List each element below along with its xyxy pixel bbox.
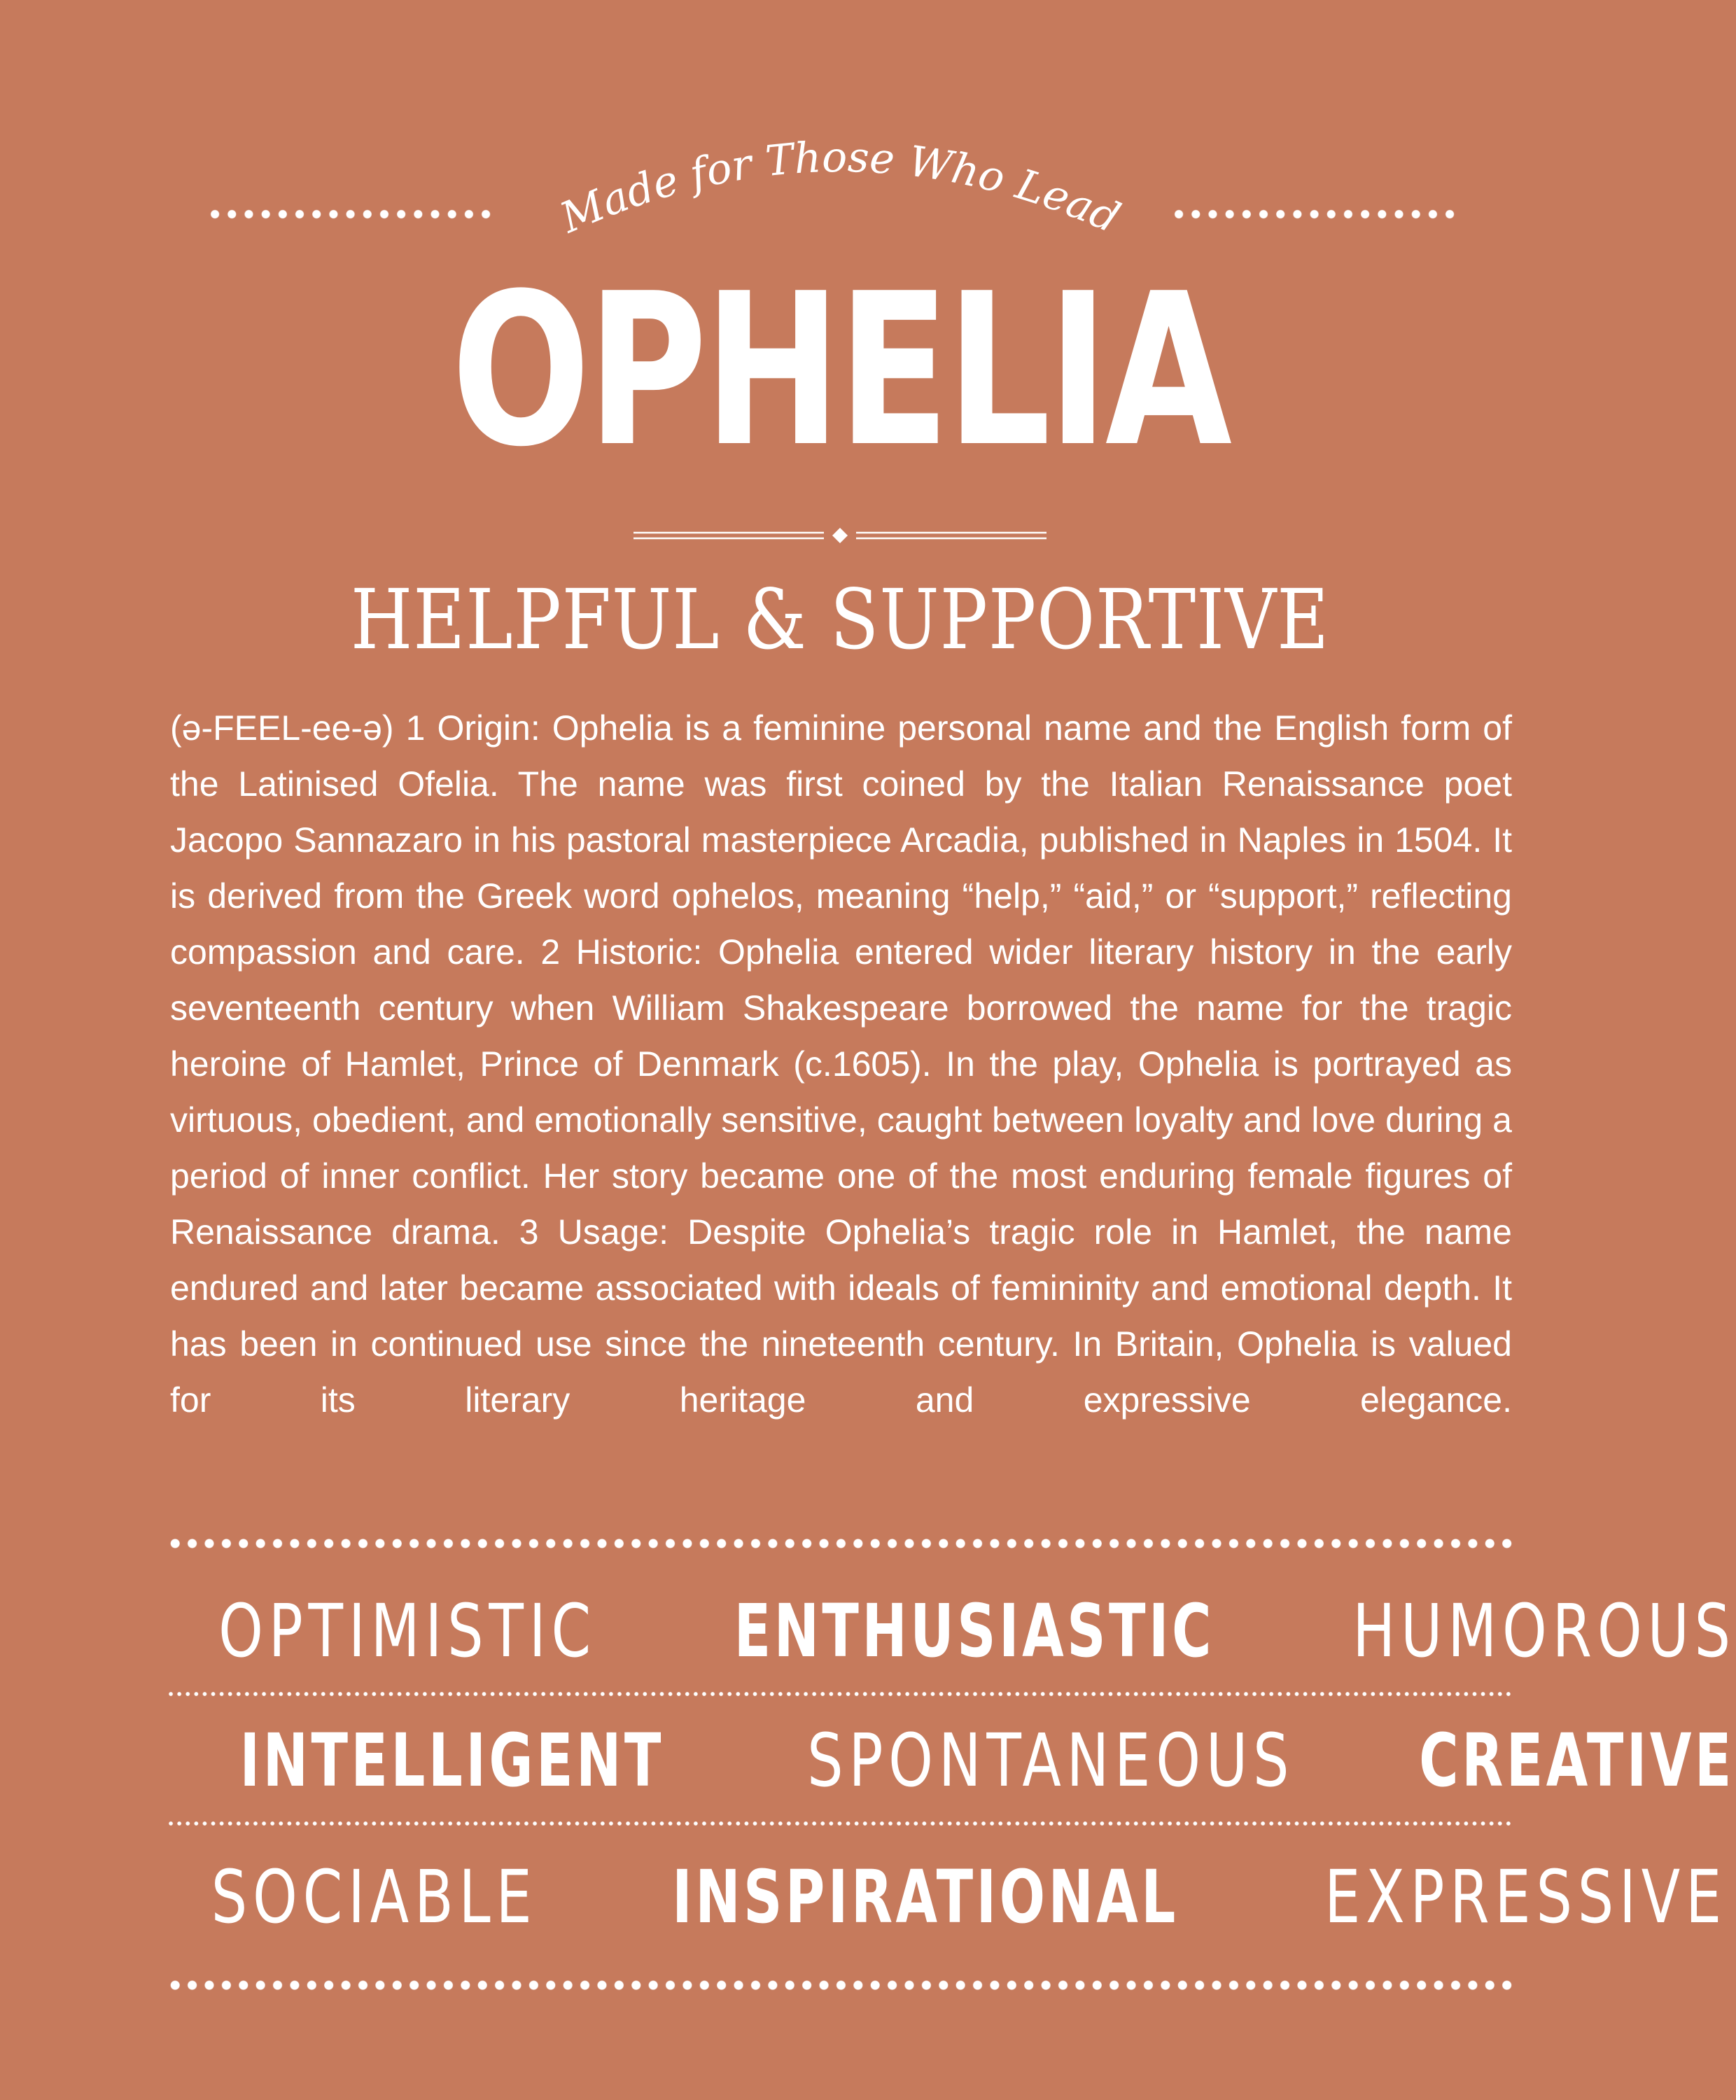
trait-row-1 xyxy=(165,1588,1736,1674)
tagline-text: Made for Those Who Lead xyxy=(553,132,1127,244)
name-description: (ə-FEEL-ee-ə) 1 Origin: Ophelia is a feminine personal name and the English form of the Latinised Ofelia. The name was first coined by the Italian Renaissance poet Jacopo Sannazaro in his pastoral masterpiece Arcadia, published in Naples in 1504. It is derived from the Greek word ophelos, meaning “help,” “aid,” or “support,” reflecting compassion and care. 2 Historic: Ophelia entered wider literary history in the early seventeenth century when William Shakespeare borrowed the name for the tragic heroine of Hamlet, Prince of Denmark (c.1605). In the play, Ophelia is portrayed as virtuous, obedient, and emotionally sensitive, caught between loyalty and love during a period of inner conflict. Her story became one of the most enduring female figures of Renaissance drama. 3 Usage: Despite Ophelia’s tragic role in Hamlet, the name endured and later became associated with ideals of femininity and emotional depth. It has been in continued use since the nineteenth century. In Britain, Ophelia is valued for its literary heritage and expressive elegance. xyxy=(170,708,1512,1420)
dotted-rule-bottom xyxy=(167,1977,1518,1993)
name-meaning: HELPFUL & SUPPORTIVE xyxy=(350,571,1330,668)
dotted-rule-fine-1 xyxy=(167,1690,1511,1698)
dotted-rule-top xyxy=(167,1536,1518,1551)
trait: INTELLIGENT xyxy=(239,1718,664,1803)
tagline-arc xyxy=(532,126,1148,245)
diamond-icon xyxy=(832,528,848,543)
tagline-row xyxy=(0,126,1680,252)
dotted-rule-left xyxy=(206,206,495,222)
trait: INSPIRATIONAL xyxy=(672,1854,1180,1940)
trait: SOCIABLE xyxy=(211,1854,538,1940)
trait: CREATIVE xyxy=(1419,1718,1735,1803)
dotted-rule-right xyxy=(1170,206,1459,222)
name-title: OPHELIA xyxy=(451,248,1229,493)
trait: HUMOROUS xyxy=(1352,1588,1736,1674)
trait: ENTHUSIASTIC xyxy=(734,1588,1214,1674)
trait: SPONTANEOUS xyxy=(807,1718,1295,1803)
dotted-rule-fine-2 xyxy=(167,1820,1511,1827)
trait-row-2 xyxy=(165,1718,1735,1803)
trait: OPTIMISTIC xyxy=(218,1588,596,1674)
trait-row-3 xyxy=(165,1854,1728,1940)
diamond-divider xyxy=(634,525,1046,546)
trait: EXPRESSIVE xyxy=(1324,1854,1728,1940)
